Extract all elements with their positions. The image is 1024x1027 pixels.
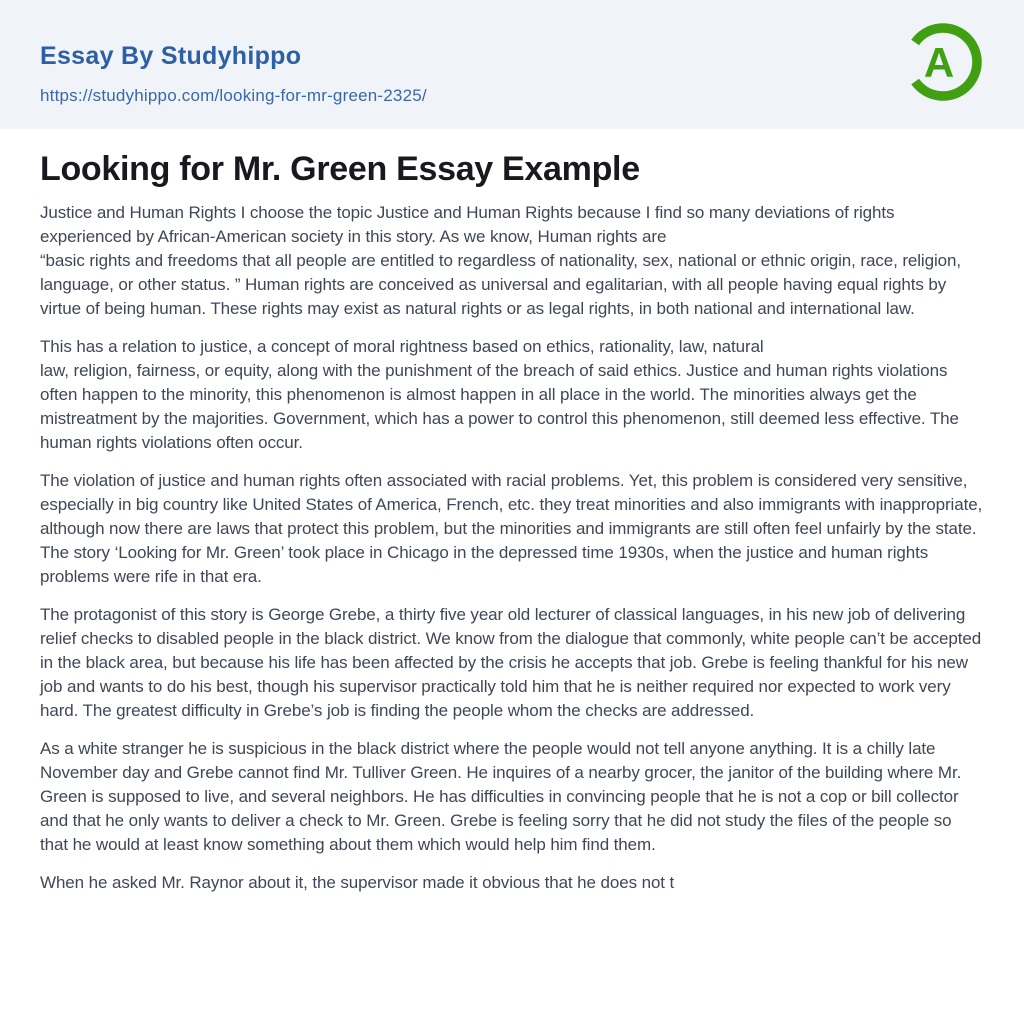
logo-arc-icon [898,17,988,107]
essay-paragraph: As a white stranger he is suspicious in the black district where the people would not tell anyone anything. It is a chilly late November day and Grebe cannot find Mr. Tulliver Green. He inquires of a nearby grocer, the janitor of the building where Mr. Green is supposed to live, and several neighbors. He has difficulties in convincing people that he is not a cop or bill collector and that he only wants to deliver a check to Mr. Green. Grebe is feeling sorry that he did not study the files of the people so that he would at least know something about them which would help him find them. [40,739,962,854]
essay-body [40,201,984,895]
essay-paragraph: The violation of justice and human rights often associated with racial problems. Yet, this problem is considered very sensitive, especially in big country like United States of America, French, etc. they treat minorities and also immigrants with inappropriate, although now there are laws that protect this problem, but the minorities and immigrants are still often feel unfairly by the state. The story ‘Looking for Mr. Green’ took place in Chicago in the depressed time 1930s, when the justice and human rights problems were rife in that era. [40,471,983,586]
essay-paragraph: Justice and Human Rights I choose the topic Justice and Human Rights because I find so many deviations of rights experienced by African-American society in this story. As we know, Human rights are “basic rights and freedoms that all people are entitled to regardless of nationality, sex, national or ethnic origin, race, religion, language, or other status. ” Human rights are conceived as universal and egalitarian, with all people having equal rights by virtue of being human. These rights may exist as natural rights or as legal rights, in both national and international law. [40,203,961,318]
studyhippo-logo [898,17,988,107]
site-title: Essay By Studyhippo [40,42,302,70]
logo-letter: A [923,39,955,86]
essay-paragraph: The protagonist of this story is George Grebe, a thirty five year old lecturer of classical languages, in his new job of delivering relief checks to disabled people in the black district. We know from the dialogue that commonly, white people can’t be accepted in the black area, but because his life has been affected by the crisis he accepts that job. Grebe is feeling thankful for his new job and wants to do his best, though his supervisor practically told him that he is neither required nor expected to work very hard. The greatest difficulty in Grebe’s job is finding the people whom the checks are addressed. [40,605,982,720]
essay-paragraph: When he asked Mr. Raynor about it, the supervisor made it obvious that he does not t [40,873,675,892]
essay-page [0,149,1024,895]
page-title: Looking for Mr. Green Essay Example [40,150,640,188]
page-header [0,0,1024,129]
essay-paragraph: This has a relation to justice, a concept of moral rightness based on ethics, rationality, law, natural law, religion, fairness, or equity, along with the punishment of the breach of said ethics. Justice and human rights violations often happen to the minority, this phenomenon is almost happen in all place in the world. The minorities always get the mistreatment by the majorities. Government, which has a power to control this phenomenon, still deemed less effective. The human rights violations often occur. [40,337,959,452]
source-url-link[interactable]: https://studyhippo.com/looking-for-mr-green-2325/ [40,86,427,105]
